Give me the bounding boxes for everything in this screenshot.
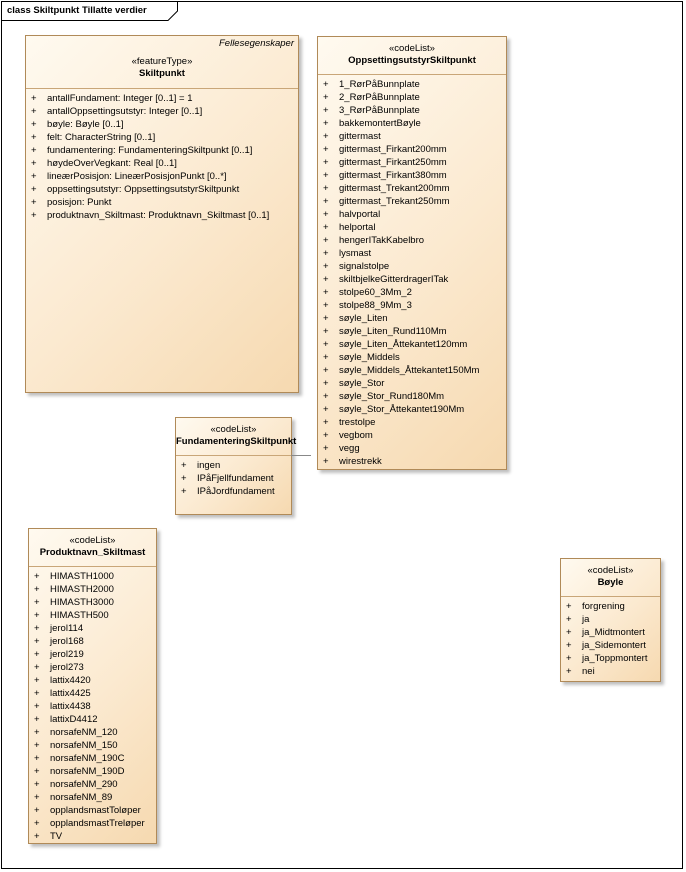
attribute-text: lattix4420: [50, 675, 91, 686]
attribute-text: produktnavn_Skiltmast: Produktnavn_Skiltmast [0..1]: [47, 210, 270, 221]
class-name: Produktnavn_Skiltmast: [39, 547, 146, 558]
attribute-text: forgrening: [582, 601, 625, 612]
attribute-row: [318, 208, 506, 221]
visibility-marker: +: [323, 196, 329, 207]
attribute-row: [318, 416, 506, 429]
attribute-text: vegg: [339, 443, 360, 454]
attribute-row: [318, 286, 506, 299]
attribute-text: lattixD4412: [50, 714, 98, 725]
visibility-marker: +: [566, 601, 572, 612]
attribute-row: [29, 817, 156, 830]
attribute-row: [29, 687, 156, 700]
attribute-text: HIMASTH1000: [50, 571, 114, 582]
visibility-marker: +: [323, 274, 329, 285]
attribute-text: gittermast: [339, 131, 381, 142]
attribute-row: [26, 92, 298, 105]
attribute-text: HIMASTH3000: [50, 597, 114, 608]
attribute-row: [318, 117, 506, 130]
visibility-marker: +: [31, 210, 37, 221]
visibility-marker: +: [566, 653, 572, 664]
attribute-row: [318, 130, 506, 143]
attribute-row: [318, 325, 506, 338]
attribute-list: [26, 89, 298, 222]
attribute-row: [29, 726, 156, 739]
attribute-row: [176, 472, 291, 485]
visibility-marker: +: [323, 391, 329, 402]
attribute-row: [318, 442, 506, 455]
attribute-text: norsafeNM_190C: [50, 753, 125, 764]
stereotype-label: «codeList»: [587, 565, 634, 576]
attribute-row: [318, 221, 506, 234]
attribute-row: [29, 570, 156, 583]
visibility-marker: +: [34, 571, 40, 582]
visibility-marker: +: [34, 818, 40, 829]
attribute-text: 1_RørPåBunnplate: [339, 79, 420, 90]
attribute-row: [26, 157, 298, 170]
attribute-row: [318, 156, 506, 169]
visibility-marker: +: [323, 365, 329, 376]
visibility-marker: +: [34, 727, 40, 738]
attribute-row: [29, 583, 156, 596]
frame-title: class Skiltpunkt Tillatte verdier: [7, 5, 147, 16]
attribute-row: [29, 752, 156, 765]
attribute-text: 2_RørPåBunnplate: [339, 92, 420, 103]
attribute-text: nei: [582, 666, 595, 677]
visibility-marker: +: [323, 404, 329, 415]
attribute-text: ja: [582, 614, 590, 625]
visibility-marker: +: [34, 766, 40, 777]
visibility-marker: +: [323, 248, 329, 259]
visibility-marker: +: [34, 753, 40, 764]
attribute-row: [318, 182, 506, 195]
attribute-text: trestolpe: [339, 417, 376, 428]
attribute-row: [29, 739, 156, 752]
attribute-text: antallOppsettingsutstyr: Integer [0..1]: [47, 106, 203, 117]
attribute-text: felt: CharacterString [0..1]: [47, 132, 156, 143]
attribute-text: HIMASTH500: [50, 610, 109, 621]
visibility-marker: +: [31, 145, 37, 156]
attribute-text: søyle_Middels_Åttekantet150Mm: [339, 365, 480, 376]
attribute-text: opplandsmastToløper: [50, 805, 141, 816]
attribute-row: [318, 143, 506, 156]
class-name: OppsettingsutstyrSkiltpunkt: [348, 55, 476, 66]
visibility-marker: +: [31, 184, 37, 195]
visibility-marker: +: [323, 222, 329, 233]
attribute-row: [29, 791, 156, 804]
attribute-row: [318, 429, 506, 442]
attribute-row: [318, 195, 506, 208]
attribute-text: bøyle: Bøyle [0..1]: [47, 119, 124, 130]
attribute-row: [29, 700, 156, 713]
attribute-text: lattix4438: [50, 701, 91, 712]
visibility-marker: +: [323, 105, 329, 116]
attribute-row: [561, 639, 660, 652]
attribute-row: [318, 169, 506, 182]
attribute-list: [561, 597, 660, 678]
attribute-row: [561, 652, 660, 665]
visibility-marker: +: [34, 805, 40, 816]
attribute-text: jerol168: [50, 636, 84, 647]
attribute-row: [561, 626, 660, 639]
attribute-text: søyle_Liten: [339, 313, 388, 324]
attribute-text: jerol219: [50, 649, 84, 660]
attribute-row: [561, 665, 660, 678]
attribute-row: [29, 713, 156, 726]
attribute-row: [318, 104, 506, 117]
attribute-text: opplandsmastTreløper: [50, 818, 145, 829]
attribute-row: [29, 765, 156, 778]
visibility-marker: +: [323, 209, 329, 220]
visibility-marker: +: [181, 460, 187, 471]
class-name: Skiltpunkt: [139, 68, 185, 79]
class-oppsettingsutstyr-skiltpunkt[interactable]: [317, 36, 507, 470]
visibility-marker: +: [31, 171, 37, 182]
visibility-marker: +: [34, 623, 40, 634]
attribute-row: [318, 455, 506, 468]
attribute-row: [29, 830, 156, 843]
visibility-marker: +: [181, 473, 187, 484]
attribute-text: ja_Sidemontert: [582, 640, 646, 651]
attribute-text: posisjon: Punkt: [47, 197, 112, 208]
visibility-marker: +: [566, 614, 572, 625]
attribute-row: [26, 196, 298, 209]
visibility-marker: +: [34, 701, 40, 712]
attribute-text: jerol114: [50, 623, 84, 634]
attribute-row: [29, 609, 156, 622]
attribute-text: søyle_Liten_Rund110Mm: [339, 326, 447, 337]
visibility-marker: +: [323, 443, 329, 454]
attribute-text: gittermast_Firkant380mm: [339, 170, 447, 181]
attribute-row: [29, 804, 156, 817]
attribute-text: jerol273: [50, 662, 84, 673]
visibility-marker: +: [34, 636, 40, 647]
visibility-marker: +: [34, 714, 40, 725]
attribute-text: oppsettingsutstyr: OppsettingsutstyrSkiltpunkt: [47, 184, 240, 195]
attribute-list: [176, 456, 291, 498]
attribute-row: [26, 183, 298, 196]
stereotype-label: «featureType»: [131, 56, 193, 67]
package-label: Fellesegenskaper: [219, 38, 294, 49]
attribute-text: norsafeNM_290: [50, 779, 118, 790]
attribute-text: søyle_Stor: [339, 378, 385, 389]
attribute-text: gittermast_Trekant200mm: [339, 183, 450, 194]
visibility-marker: +: [323, 235, 329, 246]
attribute-row: [176, 459, 291, 472]
visibility-marker: +: [34, 610, 40, 621]
visibility-marker: +: [31, 197, 37, 208]
attribute-row: [318, 377, 506, 390]
attribute-text: bakkemontertBøyle: [339, 118, 421, 129]
attribute-row: [318, 403, 506, 416]
attribute-text: norsafeNM_150: [50, 740, 118, 751]
attribute-text: 3_RørPåBunnplate: [339, 105, 420, 116]
attribute-text: norsafeNM_120: [50, 727, 118, 738]
attribute-text: vegbom: [339, 430, 373, 441]
visibility-marker: +: [34, 675, 40, 686]
attribute-text: ingen: [197, 460, 221, 471]
attribute-text: ja_Toppmontert: [582, 653, 648, 664]
attribute-row: [318, 273, 506, 286]
attribute-text: lineærPosisjon: LineærPosisjonPunkt [0..*]: [47, 171, 227, 182]
class-skiltpunkt[interactable]: [25, 35, 299, 393]
class-name: Bøyle: [597, 577, 624, 588]
visibility-marker: +: [323, 313, 329, 324]
stereotype-label: «codeList»: [210, 424, 257, 435]
attribute-text: wirestrekk: [339, 456, 382, 467]
visibility-marker: +: [34, 792, 40, 803]
attribute-row: [318, 78, 506, 91]
visibility-marker: +: [323, 378, 329, 389]
attribute-text: lysmast: [339, 248, 372, 259]
connector-line: [291, 455, 311, 456]
visibility-marker: +: [323, 157, 329, 168]
visibility-marker: +: [34, 688, 40, 699]
attribute-row: [29, 596, 156, 609]
attribute-row: [318, 390, 506, 403]
visibility-marker: +: [31, 158, 37, 169]
attribute-text: søyle_Liten_Åttekantet120mm: [339, 339, 468, 350]
attribute-text: halvportal: [339, 209, 381, 220]
attribute-row: [26, 170, 298, 183]
attribute-text: fundamentering: FundamenteringSkiltpunkt [0..1]: [47, 145, 253, 156]
attribute-row: [29, 635, 156, 648]
attribute-text: HIMASTH2000: [50, 584, 114, 595]
attribute-row: [318, 312, 506, 325]
attribute-row: [29, 648, 156, 661]
visibility-marker: +: [34, 662, 40, 673]
attribute-list: [29, 567, 156, 843]
attribute-text: antallFundament: Integer [0..1] = 1: [47, 93, 193, 104]
visibility-marker: +: [323, 183, 329, 194]
attribute-text: skiltbjelkeGitterdragerITak: [339, 274, 449, 285]
attribute-text: søyle_Middels: [339, 352, 400, 363]
attribute-text: IPåJordfundament: [197, 486, 275, 497]
visibility-marker: +: [323, 326, 329, 337]
class-produktnavn-skiltmast[interactable]: [28, 528, 157, 844]
visibility-marker: +: [31, 119, 37, 130]
visibility-marker: +: [323, 170, 329, 181]
attribute-text: stolpe88_9Mm_3: [339, 300, 412, 311]
attribute-text: IPåFjellfundament: [197, 473, 274, 484]
attribute-text: signalstolpe: [339, 261, 390, 272]
visibility-marker: +: [34, 584, 40, 595]
attribute-list: [318, 75, 506, 468]
attribute-text: gittermast_Firkant250mm: [339, 157, 447, 168]
attribute-row: [561, 600, 660, 613]
attribute-row: [29, 674, 156, 687]
attribute-text: høydeOverVegkant: Real [0..1]: [47, 158, 177, 169]
attribute-row: [29, 622, 156, 635]
attribute-text: søyle_Stor_Åttekantet190Mm: [339, 404, 465, 415]
visibility-marker: +: [181, 486, 187, 497]
attribute-row: [561, 613, 660, 626]
visibility-marker: +: [566, 640, 572, 651]
visibility-marker: +: [34, 649, 40, 660]
visibility-marker: +: [323, 261, 329, 272]
visibility-marker: +: [323, 287, 329, 298]
visibility-marker: +: [323, 417, 329, 428]
attribute-text: søyle_Stor_Rund180Mm: [339, 391, 445, 402]
visibility-marker: +: [323, 144, 329, 155]
attribute-text: TV: [50, 831, 63, 842]
attribute-row: [318, 260, 506, 273]
attribute-row: [318, 338, 506, 351]
attribute-row: [26, 118, 298, 131]
visibility-marker: +: [31, 106, 37, 117]
visibility-marker: +: [323, 92, 329, 103]
attribute-text: stolpe60_3Mm_2: [339, 287, 412, 298]
visibility-marker: +: [34, 740, 40, 751]
class-name: FundamenteringSkiltpunkt: [176, 436, 297, 447]
visibility-marker: +: [34, 597, 40, 608]
visibility-marker: +: [323, 352, 329, 363]
visibility-marker: +: [34, 779, 40, 790]
attribute-text: norsafeNM_190D: [50, 766, 125, 777]
visibility-marker: +: [323, 131, 329, 142]
attribute-row: [26, 131, 298, 144]
attribute-row: [26, 105, 298, 118]
class-boyle[interactable]: [560, 558, 661, 682]
visibility-marker: +: [323, 456, 329, 467]
visibility-marker: +: [323, 430, 329, 441]
attribute-text: gittermast_Trekant250mm: [339, 196, 450, 207]
visibility-marker: +: [31, 132, 37, 143]
attribute-text: gittermast_Firkant200mm: [339, 144, 447, 155]
visibility-marker: +: [31, 93, 37, 104]
visibility-marker: +: [323, 118, 329, 129]
class-fundamentering-skiltpunkt[interactable]: [175, 417, 297, 515]
stereotype-label: «codeList»: [69, 535, 116, 546]
attribute-text: hengerITakKabelbro: [339, 235, 425, 246]
attribute-text: norsafeNM_89: [50, 792, 113, 803]
attribute-text: ja_Midtmontert: [582, 627, 645, 638]
attribute-row: [318, 351, 506, 364]
attribute-text: helportal: [339, 222, 376, 233]
attribute-row: [318, 299, 506, 312]
attribute-row: [318, 234, 506, 247]
attribute-row: [318, 91, 506, 104]
attribute-row: [29, 778, 156, 791]
stereotype-label: «codeList»: [389, 43, 435, 54]
attribute-text: lattix4425: [50, 688, 91, 699]
visibility-marker: +: [323, 300, 329, 311]
attribute-row: [318, 364, 506, 377]
visibility-marker: +: [566, 627, 572, 638]
visibility-marker: +: [566, 666, 572, 677]
visibility-marker: +: [323, 79, 329, 90]
attribute-row: [318, 247, 506, 260]
visibility-marker: +: [34, 831, 40, 842]
visibility-marker: +: [323, 339, 329, 350]
attribute-row: [176, 485, 291, 498]
attribute-row: [26, 144, 298, 157]
attribute-row: [26, 209, 298, 222]
attribute-row: [29, 661, 156, 674]
